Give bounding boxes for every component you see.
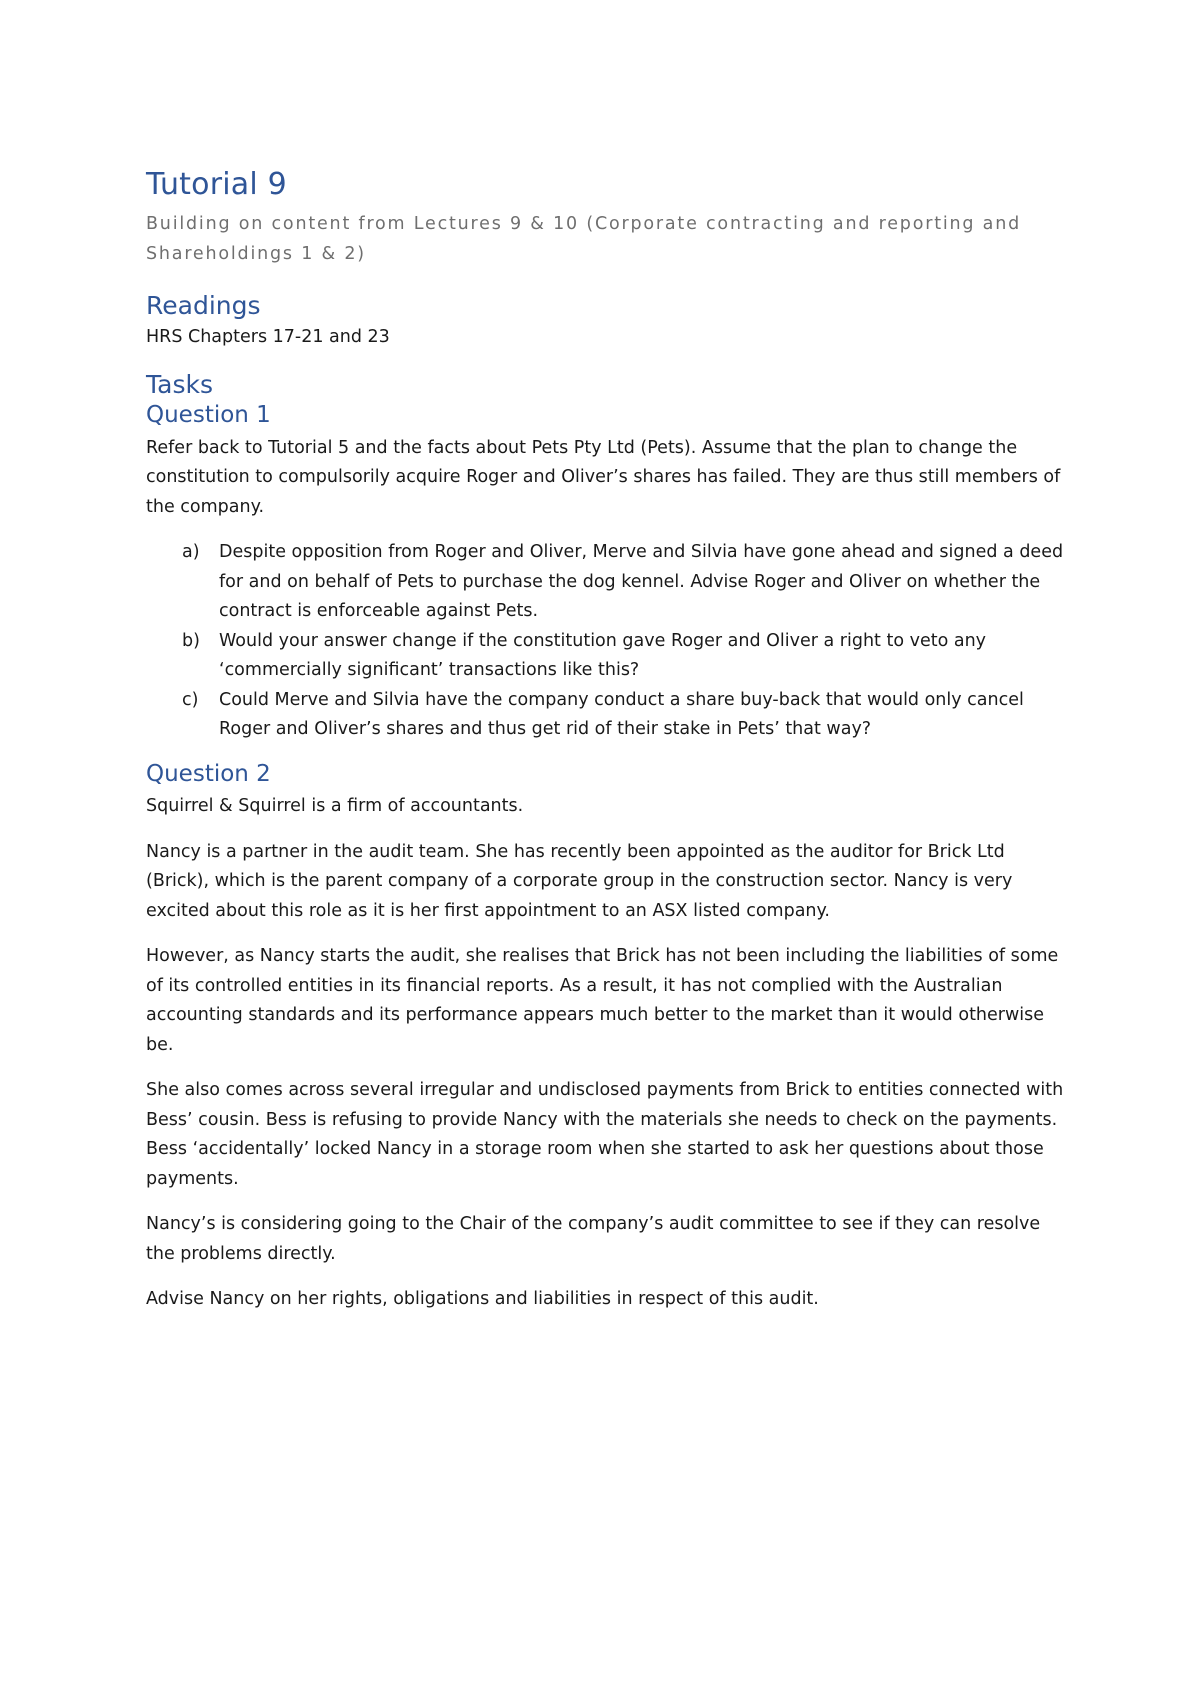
document-content [146, 168, 1066, 1331]
subquestion-marker: b) [182, 630, 200, 651]
subquestion-marker: c) [182, 689, 199, 710]
question-2-paragraph: Advise Nancy on her rights, obligations and liabilities in respect of this audit. [146, 1289, 819, 1310]
question-1-heading: Question 1 [146, 402, 271, 428]
tasks-heading: Tasks [146, 370, 213, 399]
question-2 [146, 761, 1066, 1315]
question-1-subquestions [146, 538, 1066, 745]
subquestion-a [146, 538, 1066, 627]
readings-heading: Readings [146, 290, 261, 320]
question-2-heading: Question 2 [146, 760, 271, 787]
question-2-paragraph: She also comes across several irregular and undisclosed payments from Brick to entities connected with Bess’ cousin. Bess is refusing to provide Nancy with the materials she needs to check on the payments. Bess ‘accidentally’ locked Nancy in a storage room when she started to ask her questions about those payments. [146, 1080, 1064, 1189]
readings-text: HRS Chapters 17-21 and 23 [146, 326, 390, 347]
subquestion-b [146, 627, 1066, 686]
subquestion-text: Would your answer change if the constitution gave Roger and Oliver a right to veto any ‘commercially significant’ transactions like this? [219, 630, 987, 681]
document-title: Tutorial 9 [146, 167, 287, 202]
document-subtitle: Building on content from Lectures 9 & 10 (Corporate contracting and reporting and Shareholdings 1 & 2) [146, 213, 1022, 264]
subquestion-c [146, 686, 1066, 745]
question-2-paragraph: Squirrel & Squirrel is a firm of accountants. [146, 796, 524, 817]
question-2-paragraph: However, as Nancy starts the audit, she realises that Brick has not been including the liabilities of some of its controlled entities in its financial reports. As a result, it has not complied with the Australian accounting standards and its performance appears much better to the market than it would otherwise be. [146, 946, 1059, 1055]
question-1-intro: Refer back to Tutorial 5 and the facts about Pets Pty Ltd (Pets). Assume that the plan to change the constitution to compulsorily acquire Roger and Oliver’s shares has failed. They are thus still members of the company. [146, 437, 1061, 517]
question-2-paragraph: Nancy’s is considering going to the Chair of the company’s audit committee to see if they can resolve the problems directly. [146, 1214, 1041, 1264]
subquestion-text: Despite opposition from Roger and Oliver, Merve and Silvia have gone ahead and signed a deed for and on behalf of Pets to purchase the dog kennel. Advise Roger and Oliver on whether the contract is enforceable against Pets. [219, 542, 1064, 622]
question-1 [146, 402, 1066, 745]
subquestion-marker: a) [182, 542, 200, 563]
subquestion-text: Could Merve and Silvia have the company conduct a share buy-back that would only cancel Roger and Oliver’s shares and thus get rid of their stake in Pets’ that way? [219, 689, 1024, 740]
question-2-paragraph: Nancy is a partner in the audit team. She has recently been appointed as the auditor for Brick Ltd (Brick), which is the parent company of a corporate group in the construction sector. Nancy is very excited about this role as it is her first appointment to an ASX listed company. [146, 841, 1013, 921]
